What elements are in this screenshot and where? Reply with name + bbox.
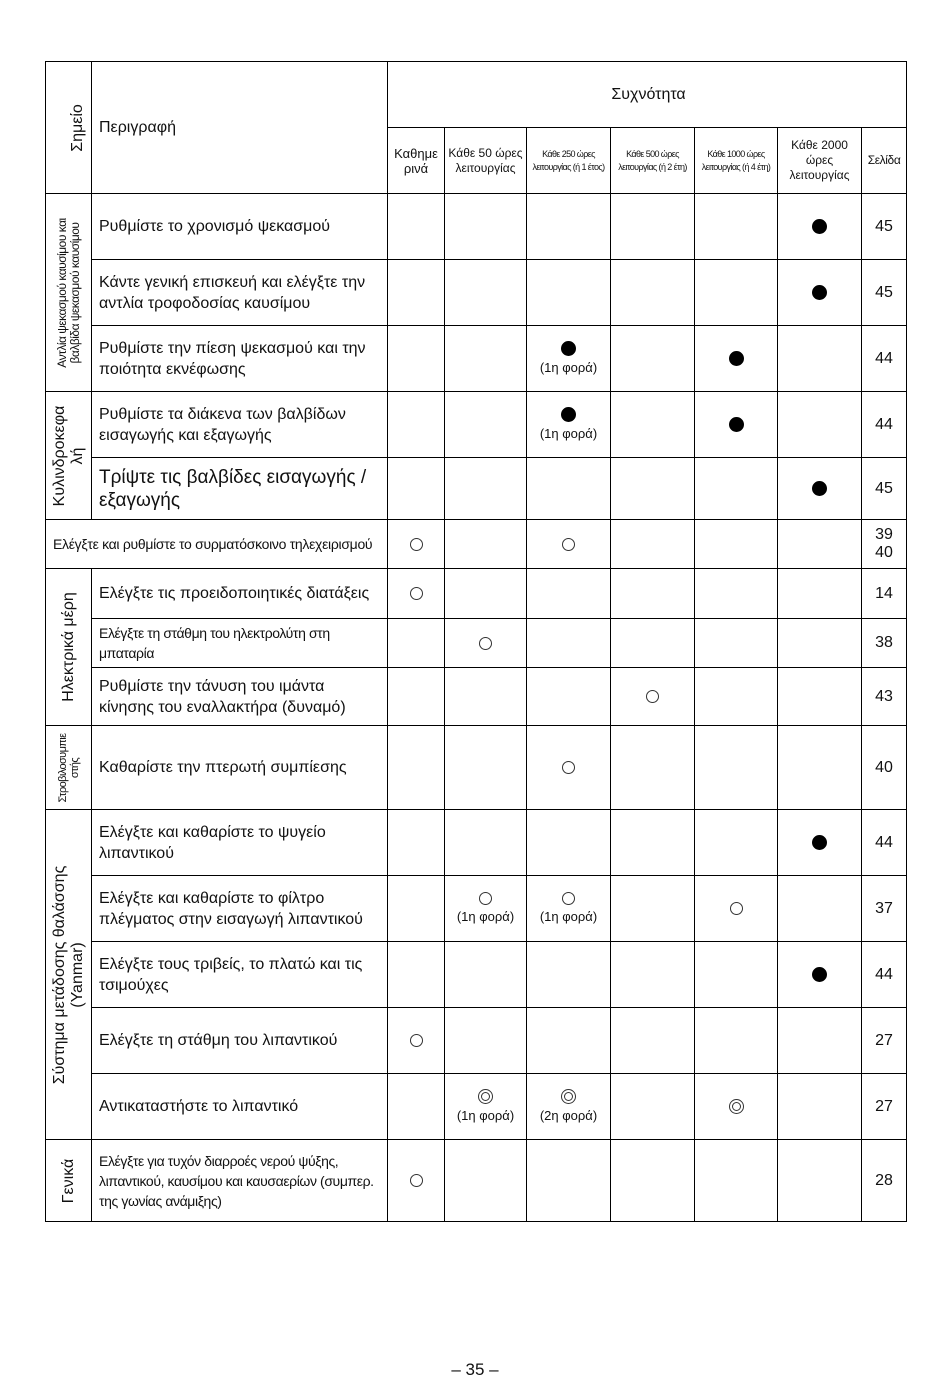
header-page: Σελίδα — [862, 128, 907, 194]
filled-circle-icon — [729, 351, 744, 366]
group-electrical: Ηλεκτρικά μέρη — [46, 569, 92, 726]
row-page: 40 — [862, 726, 907, 810]
row-page: 44 — [862, 810, 907, 876]
open-circle-icon — [562, 761, 575, 774]
row-page: 27 — [862, 1074, 907, 1140]
row-page: 27 — [862, 1008, 907, 1074]
filled-circle-icon — [561, 341, 576, 356]
row-page: 14 — [862, 569, 907, 619]
header-interval-250h: Κάθε 250 ώρες λειτουργίας (ή 1 έτος) — [527, 128, 611, 194]
open-circle-icon — [410, 1174, 423, 1187]
group-general: Γενικά — [46, 1140, 92, 1222]
open-circle-icon — [646, 690, 659, 703]
header-point: Σημείο — [68, 103, 86, 152]
maintenance-schedule-table — [45, 61, 907, 1222]
row-page: 28 — [862, 1140, 907, 1222]
open-circle-icon — [410, 587, 423, 600]
row-page: 45 — [862, 194, 907, 260]
header-point-cell — [46, 62, 92, 194]
row-desc: Ελέγξτε τους τριβείς, το πλατώ και τις τσιμούχες — [92, 942, 388, 1008]
filled-circle-icon — [812, 219, 827, 234]
first-time-note: (1η φορά) — [539, 909, 598, 924]
row-page: 38 — [862, 619, 907, 668]
open-circle-icon — [410, 1034, 423, 1047]
row-desc: Κάντε γενική επισκευή και ελέγξτε την αντλία τροφοδοσίας καυσίμου — [92, 260, 388, 326]
header-interval-2000h: Κάθε 2000 ώρες λειτουργίας — [778, 128, 862, 194]
row-desc: Τρίψτε τις βαλβίδες εισαγωγής / εξαγωγής — [92, 458, 388, 520]
open-circle-icon — [479, 637, 492, 650]
filled-circle-icon — [812, 835, 827, 850]
group-marine-gear: Σύστημα μετάδοσης θαλάσσης (Yanmar) — [46, 810, 92, 1140]
row-page: 44 — [862, 392, 907, 458]
open-circle-icon — [730, 902, 743, 915]
open-circle-icon — [562, 892, 575, 905]
filled-circle-icon — [561, 407, 576, 422]
page-number: – 35 – — [451, 1360, 499, 1379]
row-desc: Ρυθμίστε την τάνυση του ιμάντα κίνησης του εναλλακτήρα (δυναμό) — [92, 668, 388, 726]
row-page: 44 — [862, 942, 907, 1008]
first-time-note: (1η φορά) — [539, 426, 598, 441]
group-cylinder-head: Κυλινδροκεφα λή — [46, 392, 92, 520]
row-page: 37 — [862, 876, 907, 942]
row-desc: Ελέγξτε και ρυθμίστε το συρματόσκοινο τηλεχειρισμού — [46, 520, 388, 569]
row-desc: Ελέγξτε για τυχόν διαρροές νερού ψύξης, λιπαντικού, καυσίμου και καυσαερίων (συμπερ. της γωνίας ανάμιξης) — [92, 1140, 388, 1222]
header-frequency: Συχνότητα — [388, 62, 907, 128]
header-interval-500h: Κάθε 500 ώρες λειτουργίας (ή 2 έτη) — [611, 128, 695, 194]
filled-circle-icon — [812, 285, 827, 300]
row-desc: Ρυθμίστε την πίεση ψεκασμού και την ποιότητα εκνέφωσης — [92, 326, 388, 392]
double-circle-icon — [729, 1099, 744, 1114]
row-desc: Αντικαταστήστε το λιπαντικό — [92, 1074, 388, 1140]
filled-circle-icon — [729, 417, 744, 432]
row-desc: Ρυθμίστε τα διάκενα των βαλβίδων εισαγωγής και εξαγωγής — [92, 392, 388, 458]
header-description: Περιγραφή — [92, 62, 388, 194]
row-page: 45 — [862, 260, 907, 326]
open-circle-icon — [410, 538, 423, 551]
row-page: 43 — [862, 668, 907, 726]
first-time-note: (1η φορά) — [539, 360, 598, 375]
double-circle-icon — [478, 1089, 493, 1104]
row-desc: Ρυθμίστε το χρονισμό ψεκασμού — [92, 194, 388, 260]
header-interval-50h: Κάθε 50 ώρες λειτουργίας — [445, 128, 527, 194]
row-desc: Ελέγξτε και καθαρίστε το φίλτρο πλέγματος στην εισαγωγή λιπαντικού — [92, 876, 388, 942]
first-time-note: (1η φορά) — [456, 909, 515, 924]
second-time-note: (2η φορά) — [539, 1108, 598, 1123]
group-turbocharger: Στροβιλοσυμπιε στής — [46, 726, 92, 810]
row-desc: Ελέγξτε και καθαρίστε το ψυγείο λιπαντικού — [92, 810, 388, 876]
filled-circle-icon — [812, 481, 827, 496]
row-page: 44 — [862, 326, 907, 392]
row-desc: Ελέγξτε τη στάθμη του λιπαντικού — [92, 1008, 388, 1074]
first-time-note: (1η φορά) — [456, 1108, 515, 1123]
open-circle-icon — [562, 538, 575, 551]
row-page: 39 40 — [862, 520, 907, 569]
row-page: 45 — [862, 458, 907, 520]
group-pump: Αντλία ψεκασμού καυσίμου και βαλβίδα ψεκασμού καυσίμου — [46, 194, 92, 392]
row-desc: Ελέγξτε τις προειδοποιητικές διατάξεις — [92, 569, 388, 619]
header-interval-daily: Καθημε ρινά — [388, 128, 445, 194]
header-interval-1000h: Κάθε 1000 ώρες λειτουργίας (ή 4 έτη) — [695, 128, 778, 194]
filled-circle-icon — [812, 967, 827, 982]
row-desc: Ελέγξτε τη στάθμη του ηλεκτρολύτη στη μπαταρία — [92, 619, 388, 668]
double-circle-icon — [561, 1089, 576, 1104]
row-desc: Καθαρίστε την πτερωτή συμπίεσης — [92, 726, 388, 810]
open-circle-icon — [479, 892, 492, 905]
